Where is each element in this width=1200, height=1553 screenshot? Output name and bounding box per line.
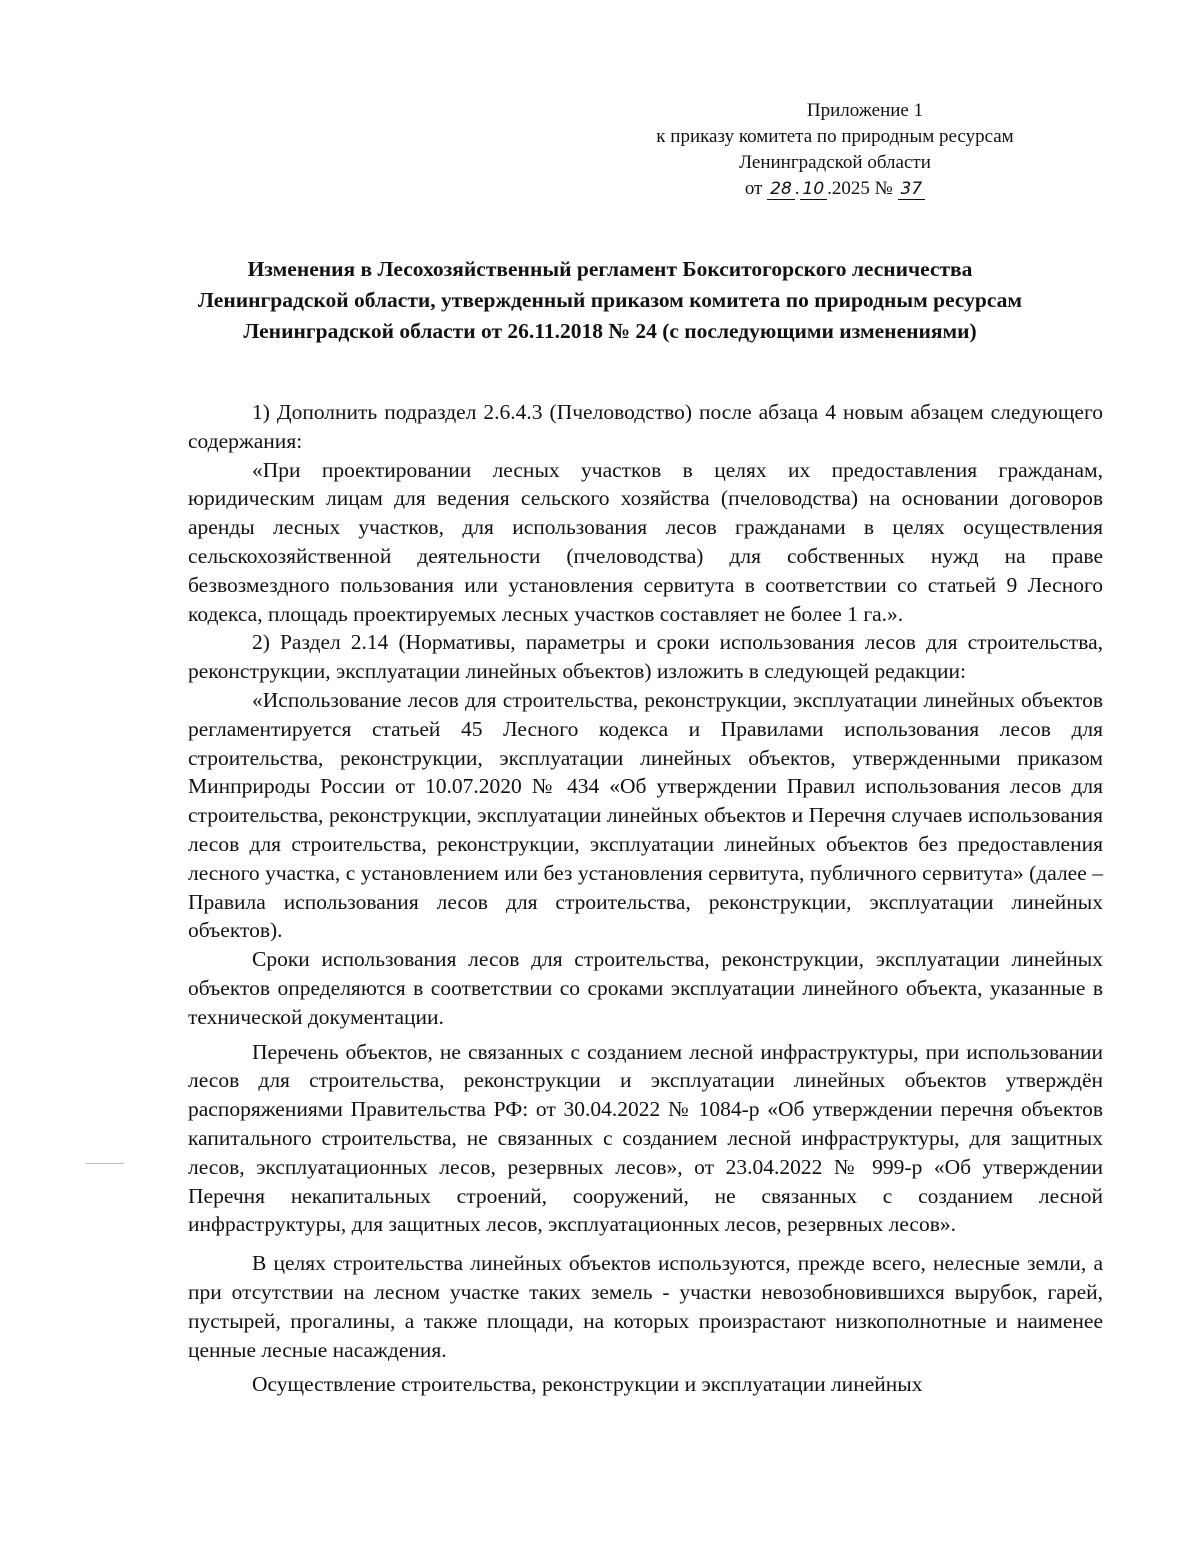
- date-year-prefix: .2025 №: [827, 178, 893, 199]
- appendix-date-line: [600, 176, 1070, 202]
- paragraph-8: Осуществление строительства, реконструкции и эксплуатации линейных: [252, 1372, 923, 1397]
- paragraph-4: «Использование лесов для строительства, реконструкции, эксплуатации линейных объектов регламентируется статьей 45 Лесного кодекса и Правилами использования лесов для строительства, реконструкции, эксплуатации линейных объектов, утвержденными приказом Минприроды России от 10.07.2020 № 434 «Об утверждении Правил использования лесов для строительства, реконструкции, эксплуатации линейных объектов и Перечня случаев использования лесов для строительства, реконструкции, эксплуатации линейных объектов без предоставления лесного участка, с установлением или без установления сервитута, публичного сервитута» (далее – Правила использования лесов для строительства, реконструкции, эксплуатации линейных объектов).: [188, 687, 1103, 943]
- paragraph-3: 2) Раздел 2.14 (Нормативы, параметры и сроки использования лесов для строительства, реконструкции, эксплуатации линейных объектов) изложить в следующей редакции:: [188, 630, 1103, 684]
- document-body: [188, 398, 1103, 1399]
- date-separator: .: [794, 178, 800, 199]
- date-month-handwritten: 10: [800, 179, 828, 200]
- date-day-handwritten: 28: [767, 179, 795, 200]
- paragraph-1: 1) Дополнить подраздел 2.6.4.3 (Пчеловодство) после абзаца 4 новым абзацем следующего содержания:: [188, 400, 1103, 453]
- appendix-label: Приложение 1: [806, 100, 924, 121]
- appendix-order-ref: к приказу комитета по природным ресурсам: [656, 126, 1014, 147]
- paragraph-5: Сроки использования лесов для строительства, реконструкции, эксплуатации линейных объектов определяются в соответствии со сроками эксплуатации линейного объекта, указанные в технической документации.: [188, 947, 1103, 1029]
- paragraph-7: В целях строительства линейных объектов используются, прежде всего, нелесные земли, а при отсутствии на лесном участке таких земель - участки невозобновившихся вырубок, гарей, пустырей, прогалины, а также площади, на которых произрастают низкополнотные и наименее ценные лесные насаждения.: [188, 1251, 1103, 1362]
- document-title: Изменения в Лесохозяйственный регламент Бокситогорского лесничества Ленинградской области, утвержденный приказом комитета по природным ресурсам Ленинградской области от 26.11.2018 № 24 (с последующими изменениями): [197, 257, 1023, 343]
- paragraph-6: Перечень объектов, не связанных с созданием лесной инфраструктуры, при использовании лесов для строительства, реконструкции и эксплуатации линейных объектов утверждён распоряжениями Правительства РФ: от 30.04.2022 № 1084-р «Об утверждении перечня объектов капитального строительства, не связанных с созданием лесной инфраструктуры, для защитных лесов, эксплуатационных лесов, резервных лесов», от 23.04.2022 № 999-р «Об утверждении Перечня некапитальных строений, сооружений, не связанных с созданием лесной инфраструктуры, для защитных лесов, эксплуатационных лесов, резервных лесов».: [188, 1039, 1103, 1237]
- scan-artifact: [86, 1163, 124, 1164]
- paragraph-2: «При проектировании лесных участков в целях их предоставления гражданам, юридическим лицам для ведения сельского хозяйства (пчеловодства) на основании договоров аренды лесных участков, для использования лесов гражданами в целях осуществления сельскохозяйственной деятельности (пчеловодства) для собственных нужд на праве безвозмездного пользования или установления сервитута в соответствии со статьей 9 Лесного кодекса, площадь проектируемых лесных участков составляет не более 1 га.».: [188, 457, 1103, 626]
- order-number-handwritten: 37: [898, 179, 926, 200]
- appendix-header: [600, 98, 1070, 202]
- date-prefix: от: [744, 178, 763, 199]
- appendix-region: Ленинградской области: [739, 152, 931, 173]
